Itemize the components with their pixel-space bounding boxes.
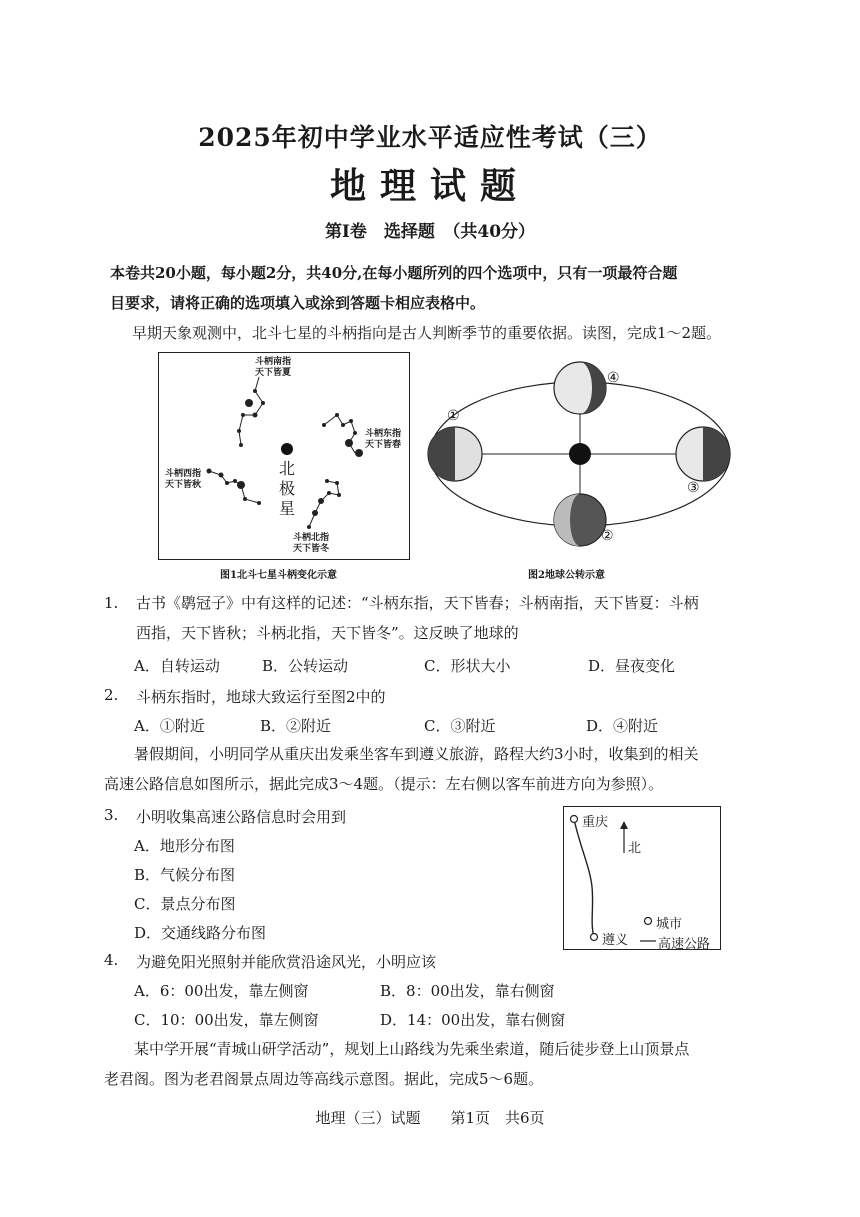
label-zunyi: 遵义 bbox=[602, 933, 629, 948]
page-footer: 地理（三）试题 第1页 共6页 bbox=[315, 1109, 545, 1127]
label-chongqing: 重庆 bbox=[582, 815, 609, 830]
q3-option-c: C．景点分布图 bbox=[134, 895, 236, 913]
q1-option-d: D．昼夜变化 bbox=[588, 657, 676, 675]
q3-option-d: D．交通线路分布图 bbox=[134, 924, 267, 942]
label-west: 斗柄西指 天下皆秋 bbox=[165, 469, 202, 490]
q4-option-c: C．10：00出发，靠左侧窗 bbox=[134, 1011, 319, 1029]
section-title: 第Ⅰ卷 选择题 （共40分） bbox=[324, 222, 536, 242]
q4-number: 4. bbox=[104, 951, 119, 969]
exam-title: 2025年初中学业水平适应性考试（三） bbox=[198, 123, 662, 152]
pos-1-label: ① bbox=[447, 408, 460, 424]
instructions-line1: 本卷共20小题，每小题2分，共40分,在每小题所列的四个选项中，只有一项最符合题 bbox=[110, 264, 678, 282]
q1-option-c: C．形状大小 bbox=[424, 657, 511, 675]
pos-2-label: ② bbox=[601, 528, 614, 544]
context-1: 早期天象观测中，北斗七星的斗柄指向是古人判断季节的重要依据。读图，完成1～2题。 bbox=[132, 324, 722, 342]
pos-4-label: ④ bbox=[607, 370, 620, 386]
label-north: 北 bbox=[628, 841, 642, 856]
q2-option-d: D．④附近 bbox=[586, 717, 659, 735]
figure-1-big-dipper bbox=[158, 352, 410, 560]
globe-4 bbox=[554, 362, 606, 414]
q3-number: 3. bbox=[104, 806, 119, 824]
q2-option-b: B．②附近 bbox=[260, 717, 332, 735]
q3-option-a: A．地形分布图 bbox=[134, 837, 235, 855]
big-dipper-diagram bbox=[159, 353, 411, 561]
q4-option-d: D．14：00出发，靠右侧窗 bbox=[380, 1011, 566, 1029]
label-south: 斗柄南指 天下皆夏 bbox=[255, 357, 292, 378]
figure-2-caption: 图2地球公转示意 bbox=[528, 570, 605, 581]
figure-2-revolution bbox=[425, 352, 745, 562]
q1-line2: 西指，天下皆秋；斗柄北指，天下皆冬”。这反映了地球的 bbox=[136, 624, 519, 642]
q2-number: 2. bbox=[104, 686, 119, 704]
context-2-line2: 高速公路信息如图所示，据此完成3～4题。（提示：左右侧以客车前进方向为参照）。 bbox=[104, 775, 664, 793]
label-north: 斗柄北指 天下皆冬 bbox=[293, 533, 330, 554]
q4-option-b: B．8：00出发，靠右侧窗 bbox=[380, 982, 555, 1000]
globe-3 bbox=[676, 427, 730, 481]
polaris-dot bbox=[281, 443, 293, 455]
globe-1 bbox=[428, 427, 482, 481]
q1-option-b: B．公转运动 bbox=[262, 657, 349, 675]
label-east: 斗柄东指 天下皆春 bbox=[365, 429, 402, 450]
globe-2 bbox=[554, 494, 606, 546]
q3-option-b: B．气候分布图 bbox=[134, 866, 236, 884]
q2-option-c: C．③附近 bbox=[424, 717, 496, 735]
q3-text: 小明收集高速公路信息时会用到 bbox=[136, 808, 347, 826]
q4-text: 为避免阳光照射并能欣赏沿途风光，小明应该 bbox=[136, 953, 437, 971]
pos-3-label: ③ bbox=[687, 480, 700, 496]
highway-line bbox=[574, 819, 594, 937]
q2-option-a: A．①附近 bbox=[134, 717, 205, 735]
city-zunyi-marker bbox=[591, 934, 598, 941]
legend-city-label: 城市 bbox=[656, 917, 683, 932]
context-3-line2: 老君阁。图为老君阁景点周边等高线示意图。据此，完成5～6题。 bbox=[104, 1070, 544, 1088]
legend-highway-label: 高速公路 bbox=[658, 937, 711, 952]
q4-option-a: A．6：00出发，靠左侧窗 bbox=[134, 982, 309, 1000]
legend-city-icon bbox=[645, 918, 652, 925]
q1-option-a: A．自转运动 bbox=[134, 657, 220, 675]
sun-icon bbox=[569, 443, 591, 465]
context-2-line1: 暑假期间，小明同学从重庆出发乘坐客车到遵义旅游，路程大约3小时，收集到的相关 bbox=[134, 745, 699, 763]
polaris-label: 北 极 星 bbox=[279, 459, 296, 518]
highway-map bbox=[563, 806, 721, 950]
subject-title: 地理试题 bbox=[329, 165, 530, 207]
q1-number: 1. bbox=[104, 594, 119, 612]
q1-line1: 古书《鹖冠子》中有这样的记述：“斗柄东指，天下皆春；斗柄南指，天下皆夏：斗柄 bbox=[136, 594, 699, 612]
figure-1-caption: 图1北斗七星斗柄变化示意 bbox=[220, 570, 337, 581]
context-3-line1: 某中学开展“青城山研学活动”，规划上山路线为先乘坐索道，随后徒步登上山顶景点 bbox=[134, 1040, 690, 1058]
instructions-line2: 目要求，请将正确的选项填入或涂到答题卡相应表格中。 bbox=[110, 294, 486, 312]
q2-text: 斗柄东指时，地球大致运行至图2中的 bbox=[136, 688, 386, 706]
city-chongqing-marker bbox=[571, 816, 578, 823]
